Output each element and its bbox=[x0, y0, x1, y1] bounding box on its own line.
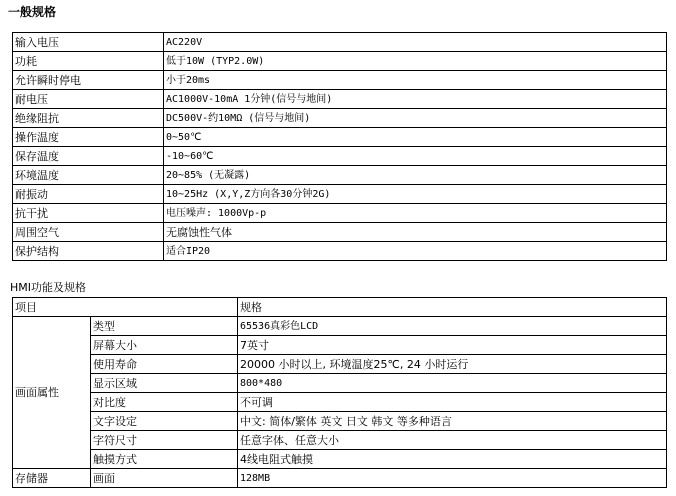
row-label: 功耗 bbox=[13, 52, 164, 71]
table-row bbox=[13, 469, 667, 488]
row-label: 对比度 bbox=[91, 393, 238, 412]
table-row bbox=[13, 128, 667, 147]
row-label: 保护结构 bbox=[13, 242, 164, 261]
row-label: 操作温度 bbox=[13, 128, 164, 147]
row-value: -10~60℃ bbox=[164, 147, 667, 166]
group-label-screen: 画面属性 bbox=[13, 317, 91, 469]
table-row bbox=[13, 223, 667, 242]
row-value: 20000 小时以上, 环境温度25℃, 24 小时运行 bbox=[238, 355, 667, 374]
row-label: 文字设定 bbox=[91, 412, 238, 431]
row-value: AC1000V-10mA 1分钟(信号与地间) bbox=[164, 90, 667, 109]
row-label: 保存温度 bbox=[13, 147, 164, 166]
header-item: 项目 bbox=[13, 298, 238, 317]
row-value: 中文: 简体/繁体 英文 日文 韩文 等多种语言 bbox=[238, 412, 667, 431]
table-row bbox=[13, 317, 667, 336]
row-label: 周围空气 bbox=[13, 223, 164, 242]
row-label: 绝缘阻抗 bbox=[13, 109, 164, 128]
header-spec: 规格 bbox=[238, 298, 667, 317]
row-value: 不可调 bbox=[238, 393, 667, 412]
table-row bbox=[13, 33, 667, 52]
table-header-row bbox=[13, 298, 667, 317]
table-row bbox=[13, 204, 667, 223]
row-label: 抗干扰 bbox=[13, 204, 164, 223]
row-label: 字符尺寸 bbox=[91, 431, 238, 450]
table-row bbox=[13, 374, 667, 393]
row-value: 20~85% (无凝露) bbox=[164, 166, 667, 185]
table-row bbox=[13, 355, 667, 374]
row-value: 任意字体、任意大小 bbox=[238, 431, 667, 450]
row-value: 适合IP20 bbox=[164, 242, 667, 261]
row-label: 显示区域 bbox=[91, 374, 238, 393]
table-row bbox=[13, 412, 667, 431]
row-label: 允许瞬时停电 bbox=[13, 71, 164, 90]
row-value: 65536真彩色LCD bbox=[238, 317, 667, 336]
row-value: 4线电阻式触摸 bbox=[238, 450, 667, 469]
row-value: AC220V bbox=[164, 33, 667, 52]
table-row bbox=[13, 90, 667, 109]
group-label-storage: 存储器 bbox=[13, 469, 91, 488]
row-value: 电压噪声: 1000Vp-p bbox=[164, 204, 667, 223]
row-label: 屏幕大小 bbox=[91, 336, 238, 355]
table-row bbox=[13, 109, 667, 128]
row-label: 环境温度 bbox=[13, 166, 164, 185]
row-value: DC500V-约10MΩ (信号与地间) bbox=[164, 109, 667, 128]
table-row bbox=[13, 185, 667, 204]
table-row bbox=[13, 450, 667, 469]
row-label: 触摸方式 bbox=[91, 450, 238, 469]
row-value: 0~50℃ bbox=[164, 128, 667, 147]
general-specs-table bbox=[12, 32, 667, 261]
row-value: 无腐蚀性气体 bbox=[164, 223, 667, 242]
hmi-specs-table bbox=[12, 297, 667, 488]
table-row bbox=[13, 52, 667, 71]
table-row bbox=[13, 71, 667, 90]
row-label: 使用寿命 bbox=[91, 355, 238, 374]
hmi-specs-title: HMI功能及规格 bbox=[10, 281, 87, 294]
row-label: 耐电压 bbox=[13, 90, 164, 109]
table-row bbox=[13, 431, 667, 450]
general-specs-title: 一般规格 bbox=[8, 5, 57, 19]
table-row bbox=[13, 166, 667, 185]
row-value: 10~25Hz (X,Y,Z方向各30分钟2G) bbox=[164, 185, 667, 204]
row-label: 耐振动 bbox=[13, 185, 164, 204]
table-row bbox=[13, 147, 667, 166]
table-row bbox=[13, 336, 667, 355]
row-value: 800*480 bbox=[238, 374, 667, 393]
row-value: 7英寸 bbox=[238, 336, 667, 355]
table-row bbox=[13, 242, 667, 261]
row-label: 画面 bbox=[91, 469, 238, 488]
row-label: 输入电压 bbox=[13, 33, 164, 52]
row-value: 小于20ms bbox=[164, 71, 667, 90]
row-label: 类型 bbox=[91, 317, 238, 336]
row-value: 128MB bbox=[238, 469, 667, 488]
table-row bbox=[13, 393, 667, 412]
row-value: 低于10W (TYP2.0W) bbox=[164, 52, 667, 71]
